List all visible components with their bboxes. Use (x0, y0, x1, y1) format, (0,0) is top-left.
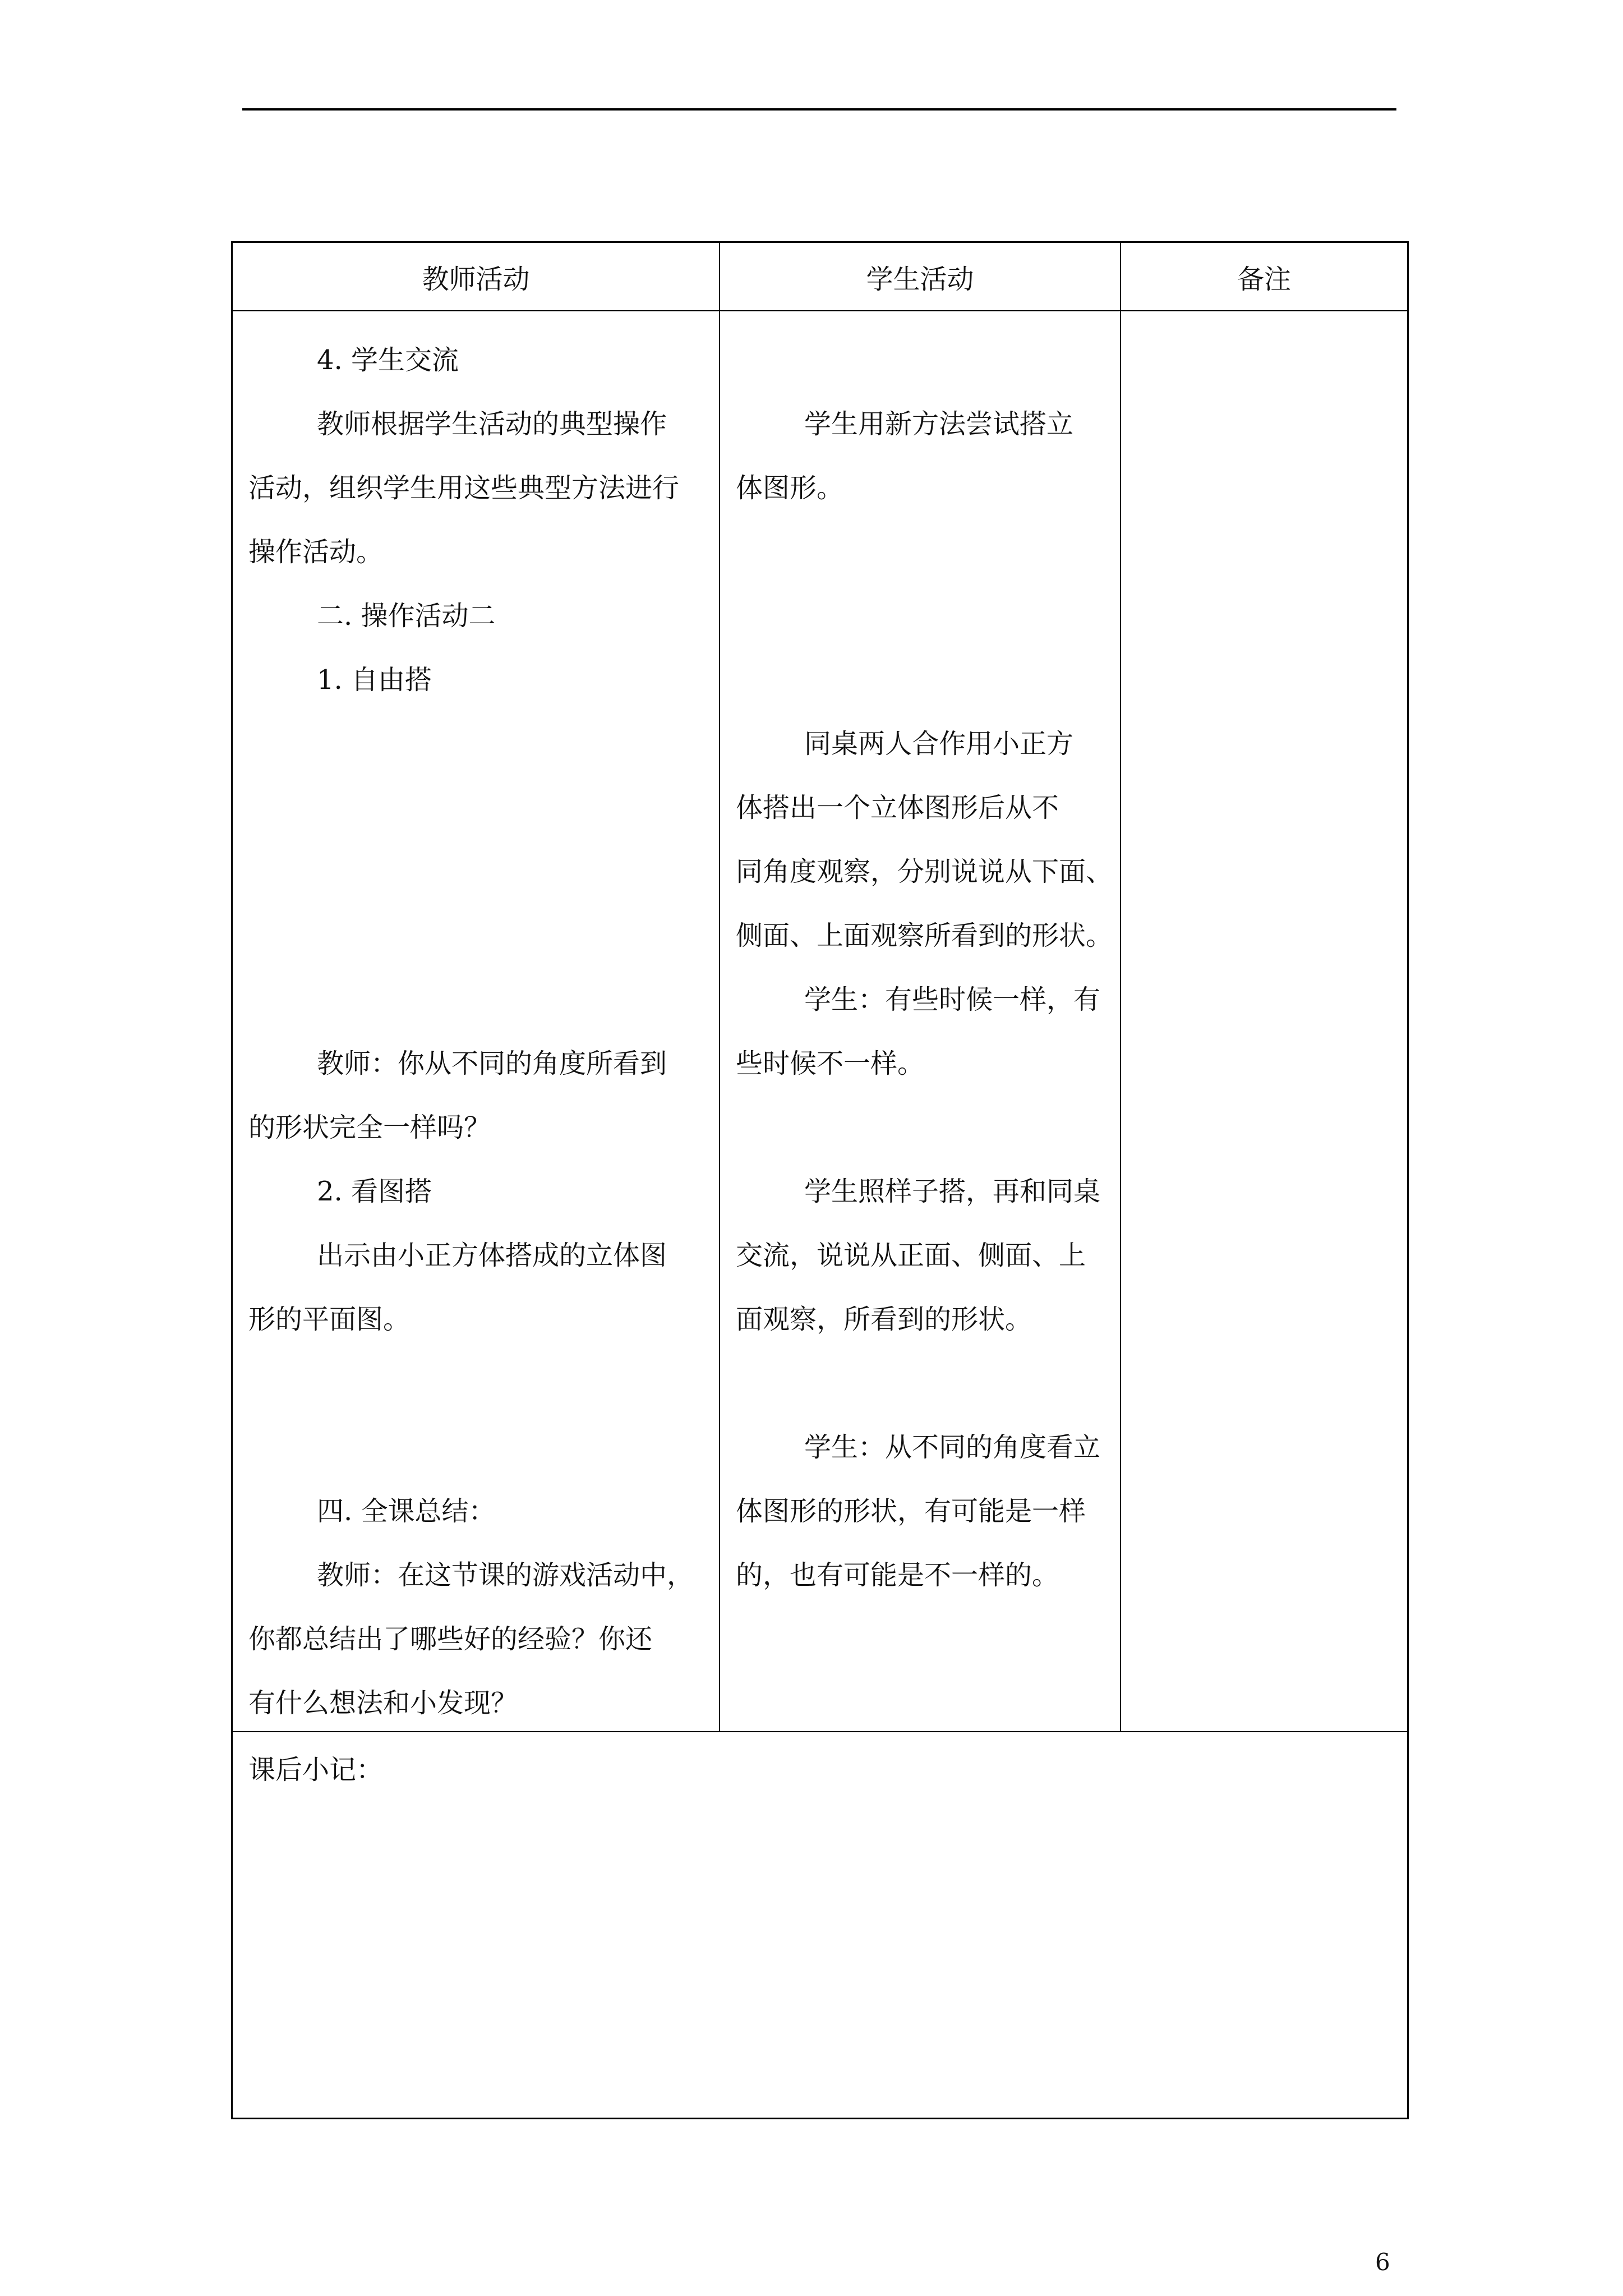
teacher-activity-line: 四. 全课总结： (317, 1496, 496, 1527)
student-activity-line (736, 1096, 1112, 1159)
teacher-activity-line: 2. 看图搭 (317, 1176, 432, 1207)
student-activity-line (736, 520, 1112, 584)
reflection-label: 课后小记： (248, 1754, 384, 1786)
lesson-plan-table (231, 241, 1409, 2119)
student-activity-line: 学生用新方法尝试搭立 (804, 408, 1074, 440)
student-activity-line: 同桌两人合作用小正方 (804, 728, 1074, 760)
header-student-activity: 学生活动 (866, 263, 974, 295)
teacher-activity-line (248, 1415, 708, 1479)
student-activity-line: 侧面、上面观察所看到的形状。 (736, 920, 1113, 951)
teacher-activity-cell (248, 328, 708, 1735)
student-activity-line: 同角度观察，分别说说从下面、 (736, 856, 1113, 887)
teacher-activity-line (248, 968, 708, 1032)
student-activity-line: 体搭出一个立体图形后从不 (736, 792, 1059, 823)
teacher-activity-line: 教师：你从不同的角度所看到 (317, 1048, 667, 1079)
student-activity-line: 交流，说说从正面、侧面、上 (736, 1240, 1086, 1271)
student-activity-line (736, 648, 1112, 712)
teacher-activity-line: 操作活动。 (248, 536, 384, 568)
teacher-activity-line: 教师根据学生活动的典型操作 (317, 408, 667, 440)
teacher-activity-line: 教师：在这节课的游戏活动中， (317, 1559, 694, 1591)
student-activity-cell (736, 328, 1112, 1607)
teacher-activity-line (248, 904, 708, 968)
student-activity-line: 体图形。 (736, 472, 844, 504)
header-rule (242, 108, 1396, 111)
teacher-activity-line (248, 1351, 708, 1415)
teacher-activity-line: 形的平面图。 (248, 1304, 411, 1335)
teacher-activity-line (248, 712, 708, 776)
teacher-activity-line: 你都总结出了哪些好的经验？你还 (248, 1623, 653, 1655)
student-activity-line: 学生：有些时候一样，有 (804, 984, 1101, 1015)
teacher-activity-line (248, 776, 708, 840)
student-activity-line: 学生：从不同的角度看立 (804, 1432, 1101, 1463)
teacher-activity-line: 活动，组织学生用这些典型方法进行 (248, 472, 680, 504)
student-activity-line (736, 328, 1112, 392)
teacher-activity-line: 4. 学生交流 (317, 344, 459, 376)
notes-cell (1121, 311, 1407, 1731)
teacher-activity-line (248, 840, 708, 904)
student-activity-line: 些时候不一样。 (736, 1048, 925, 1079)
teacher-activity-line: 有什么想法和小发现？ (248, 1687, 518, 1719)
header-notes: 备注 (1237, 263, 1291, 295)
teacher-activity-line: 出示由小正方体搭成的立体图 (317, 1240, 667, 1271)
header-teacher-activity: 教师活动 (422, 263, 530, 295)
student-activity-line: 体图形的形状，有可能是一样 (736, 1496, 1086, 1527)
student-activity-line (736, 584, 1112, 648)
student-activity-line (736, 1351, 1112, 1415)
student-activity-line: 学生照样子搭，再和同桌 (804, 1176, 1101, 1207)
student-activity-line: 的，也有可能是不一样的。 (736, 1559, 1059, 1591)
student-activity-line: 面观察，所看到的形状。 (736, 1304, 1032, 1335)
teacher-activity-line: 的形状完全一样吗？ (248, 1112, 491, 1143)
column-divider-1 (719, 243, 720, 1731)
page-number: 6 (1375, 2248, 1390, 2276)
teacher-activity-line: 1. 自由搭 (317, 664, 432, 696)
teacher-activity-line: 二. 操作活动二 (317, 600, 496, 632)
